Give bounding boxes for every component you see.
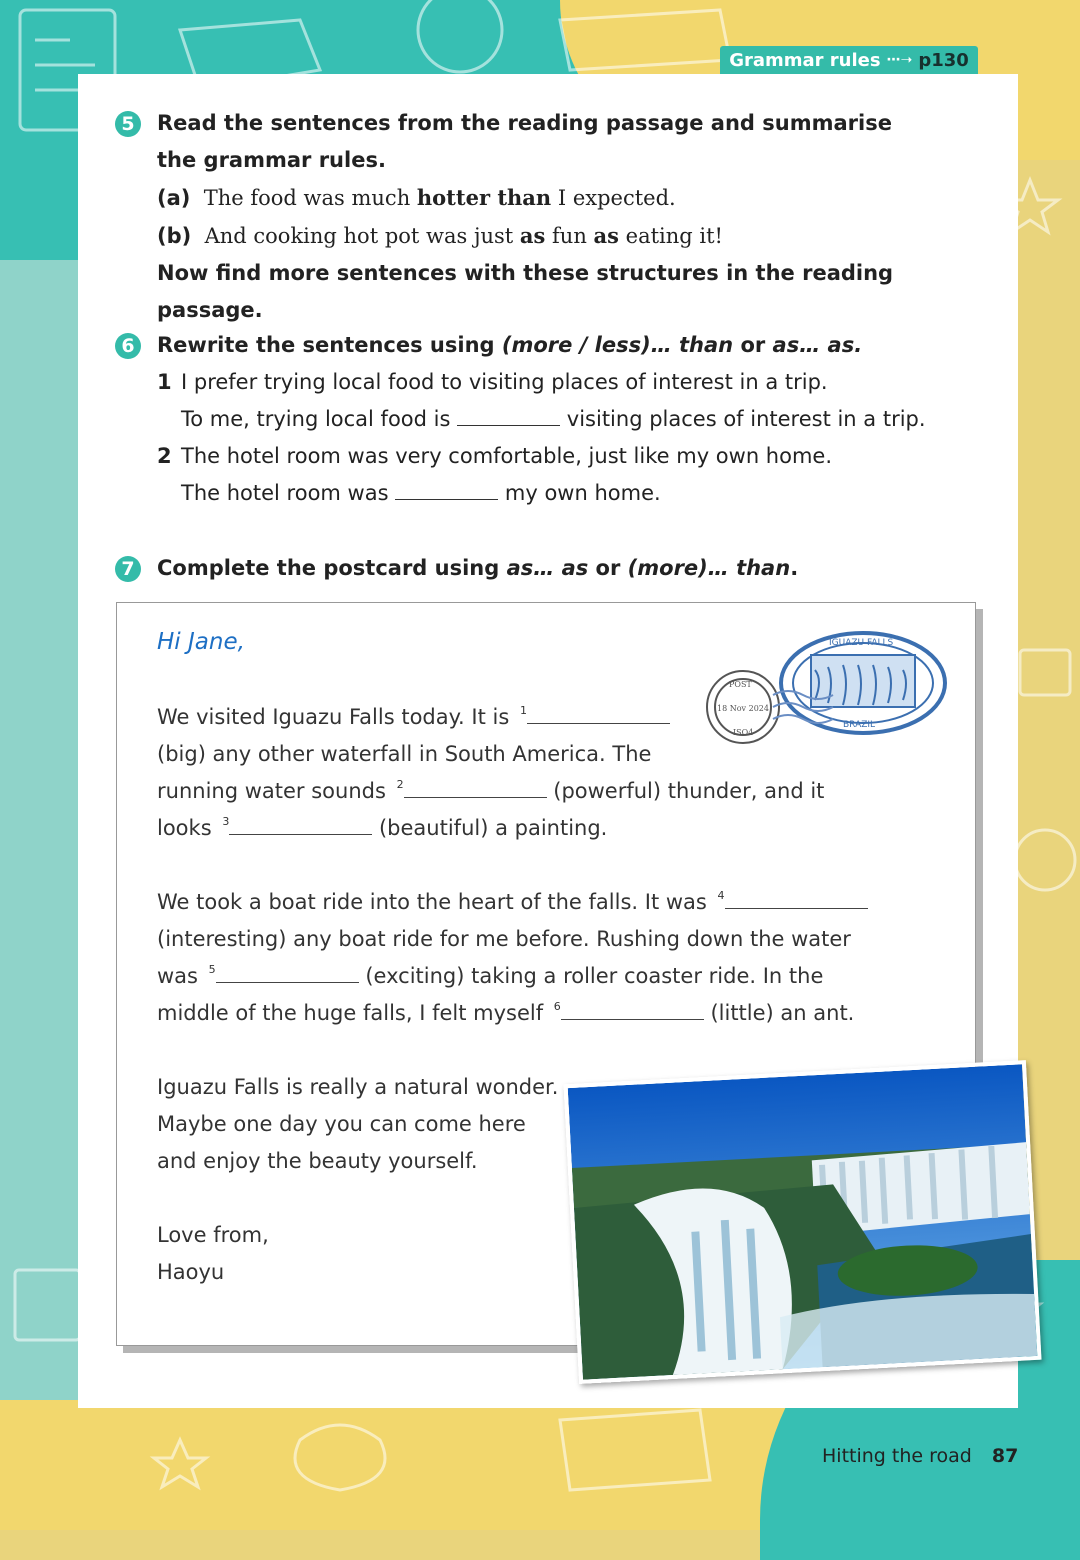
postcard-text: middle of the huge falls, I felt myself <box>157 1001 550 1025</box>
arrow-icon: ⋯➝ <box>886 52 913 68</box>
postcard-text: We took a boat ride into the heart of the falls. It was <box>157 890 714 914</box>
answer-blank-3[interactable] <box>229 816 372 835</box>
unit-title: Hitting the road <box>822 1445 972 1467</box>
question-number-badge: 5 <box>115 111 141 137</box>
page-number: 87 <box>991 1445 1019 1467</box>
blank-number: 1 <box>519 704 527 717</box>
example-text: And cooking hot pot was just <box>204 224 520 248</box>
item-number: 1 <box>157 370 172 394</box>
answer-blank[interactable] <box>395 481 498 500</box>
question-instruction: Read the sentences from the reading passage and summarise the grammar rules. <box>157 111 892 172</box>
example-b <box>157 217 995 255</box>
answer-text: To me, trying local food is <box>181 407 458 431</box>
postcard-greeting: Hi Jane, <box>157 629 245 655</box>
question-5 <box>115 105 995 329</box>
example-label: (b) <box>157 224 192 248</box>
item-number: 2 <box>157 444 172 468</box>
stamp-date-text: 18 Nov 2024 <box>717 704 769 713</box>
structure-1: as… as <box>506 556 589 580</box>
question-number-badge: 7 <box>115 556 141 582</box>
blank-number: 3 <box>222 815 230 828</box>
answer-blank-1[interactable] <box>527 705 670 724</box>
structure-2: as… as. <box>772 333 863 357</box>
waterfall-photo <box>563 1060 1041 1384</box>
postcard-paragraph-1 <box>157 699 917 847</box>
answer-blank-5[interactable] <box>216 964 359 983</box>
postcard-text: Iguazu Falls is really a natural wonder. <box>157 1075 559 1099</box>
postcard-signoff <box>157 1217 457 1291</box>
question-number-badge: 6 <box>115 333 141 359</box>
page-footer <box>822 1445 1018 1467</box>
postcard-text: was <box>157 964 205 988</box>
postcard-text: (exciting) taking a roller coaster ride. In the <box>358 964 824 988</box>
example-label: (a) <box>157 186 191 210</box>
answer-blank[interactable] <box>457 407 560 426</box>
stamp-top-text: IGUAZU FALLS <box>829 638 894 648</box>
postcard-paragraph-2 <box>157 884 937 1032</box>
instruction-text: . <box>790 556 799 580</box>
instruction-text: Complete the postcard using <box>157 556 507 580</box>
postcard-text: looks <box>157 816 219 840</box>
postcard-text: and enjoy the beauty yourself. <box>157 1149 478 1173</box>
answer-text: visiting places of interest in a trip. <box>560 407 926 431</box>
postcard-text: Maybe one day you can come here <box>157 1112 526 1136</box>
example-text: The food was much <box>203 186 417 210</box>
question-instruction <box>157 327 995 364</box>
rewrite-item-2 <box>157 438 995 512</box>
item-answer-line <box>181 475 832 512</box>
postcard-text: (powerful) thunder, and it <box>546 779 825 803</box>
postcard-text: (interesting) any boat ride for me before. Rushing down the water <box>157 927 851 951</box>
postcard-text: running water sounds <box>157 779 393 803</box>
example-a <box>157 179 995 217</box>
blank-number: 5 <box>208 963 216 976</box>
answer-blank-6[interactable] <box>561 1001 704 1020</box>
blank-number: 4 <box>717 889 725 902</box>
item-prompt: The hotel room was very comfortable, just like my own home. <box>181 444 833 468</box>
answer-blank-4[interactable] <box>725 890 868 909</box>
stamp-bottom-text: BRAZIL <box>843 720 876 730</box>
postcard-closing: Love from, <box>157 1223 269 1247</box>
follow-up-instruction: Now find more sentences with these structures in the reading passage. <box>157 261 894 322</box>
item-prompt: I prefer trying local food to visiting places of interest in a trip. <box>181 370 828 394</box>
tab-page-ref: p130 <box>918 49 969 71</box>
question-6 <box>115 327 995 512</box>
example-highlight: hotter than <box>416 185 552 210</box>
postcard-paragraph-3 <box>157 1069 577 1180</box>
blank-number: 6 <box>553 1000 561 1013</box>
blank-number: 2 <box>396 778 404 791</box>
example-text: eating it! <box>618 224 723 248</box>
answer-text: The hotel room was <box>181 481 396 505</box>
structure-1: (more / less)… than <box>501 333 734 357</box>
structure-2: (more)… than <box>627 556 791 580</box>
rewrite-item-1 <box>157 364 995 438</box>
stamp-code-text: ISO4 <box>733 728 754 737</box>
postcard-text: (big) any other waterfall in South America. The <box>157 742 652 766</box>
example-text: I expected. <box>551 186 676 210</box>
question-7 <box>115 550 995 587</box>
instruction-text: Rewrite the sentences using <box>157 333 502 357</box>
postcard-text: (little) an ant. <box>703 1001 855 1025</box>
example-text: fun <box>545 224 594 248</box>
instruction-text: or <box>588 556 628 580</box>
example-highlight: as <box>593 223 619 248</box>
item-answer-line <box>181 401 926 438</box>
stamp-post-text: POST <box>729 680 752 689</box>
postcard-signature: Haoyu <box>157 1260 225 1284</box>
postcard-text: (beautiful) a painting. <box>372 816 608 840</box>
answer-blank-2[interactable] <box>404 779 547 798</box>
grammar-rules-tab[interactable] <box>720 46 978 74</box>
postcard-text: We visited Iguazu Falls today. It is <box>157 705 516 729</box>
instruction-text: or <box>733 333 773 357</box>
answer-text: my own home. <box>498 481 661 505</box>
tab-label: Grammar rules <box>729 49 881 71</box>
example-highlight: as <box>519 223 546 248</box>
